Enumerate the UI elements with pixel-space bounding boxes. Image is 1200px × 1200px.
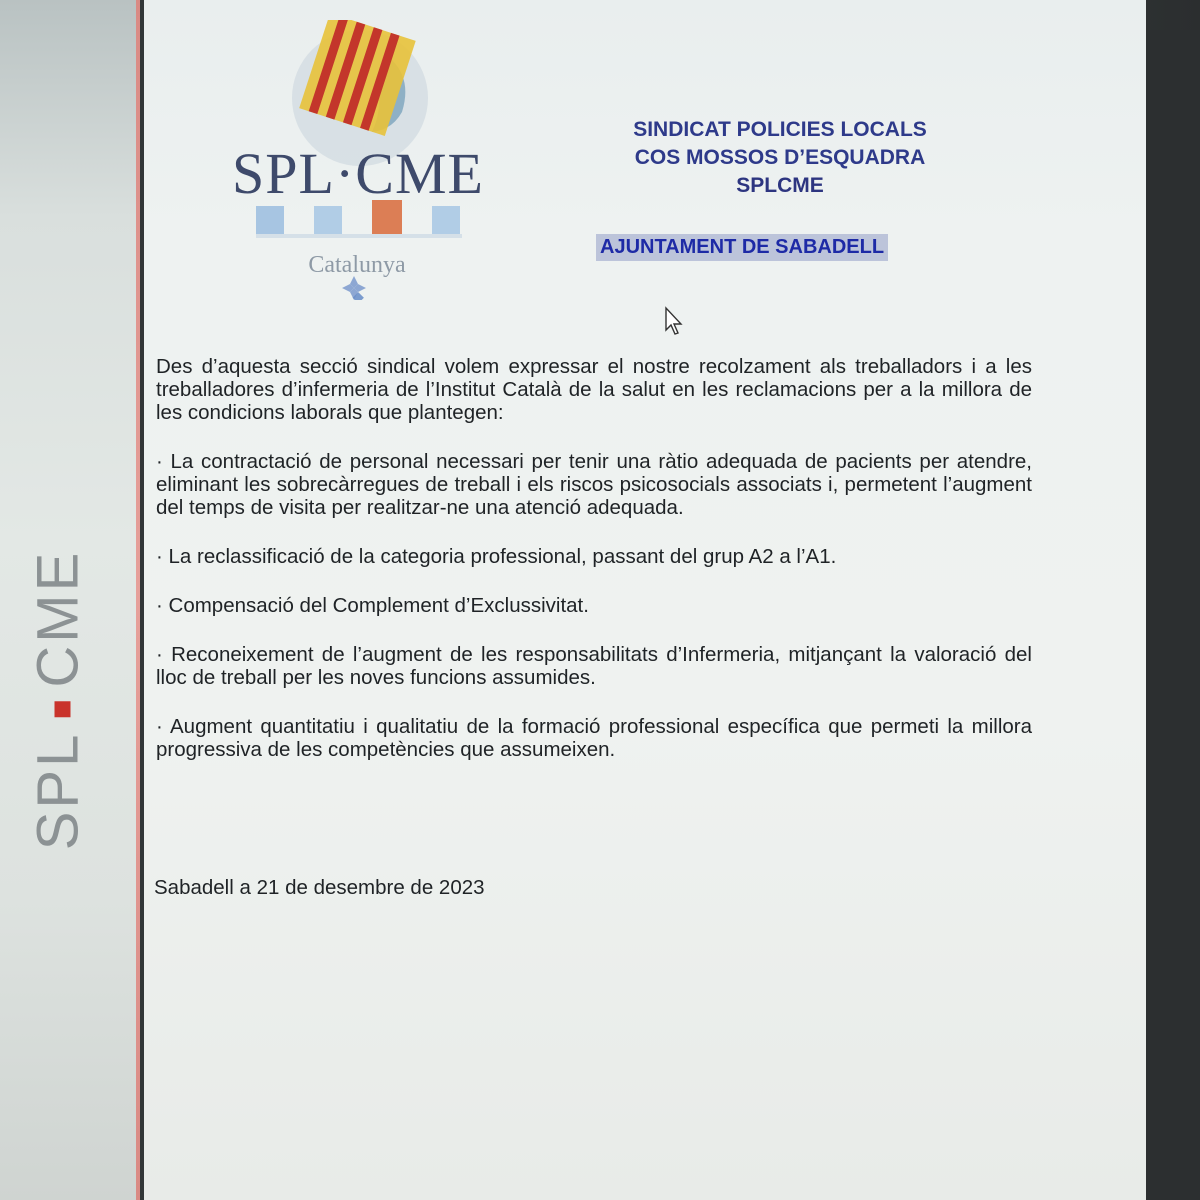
org-line-3: SPLCME	[736, 174, 824, 197]
monitor-bezel-right	[1146, 30, 1200, 1200]
side-panel-divider	[136, 0, 140, 1200]
logo-title: SPL·CME	[232, 141, 484, 206]
list-item: · Reconeixement de l’augment de les responsabilitats d’Infermeria, mitjançant la valoració del lloc de treball per les noves funcions assumides.	[156, 643, 1032, 689]
intro-paragraph: Des d’aquesta secció sindical volem expressar el nostre recolzament als treballadors i a les treballadores d’infermeria de l’Institut Català de la salut en les reclamacions per a la millora de les condicions laborals que plantegen:	[156, 355, 1032, 424]
side-watermark	[25, 550, 92, 851]
side-panel	[0, 0, 140, 1200]
side-watermark-left: SPL	[25, 731, 91, 851]
recipient-label: AJUNTAMENT DE SABADELL	[596, 234, 888, 261]
list-item: · Augment quantitatiu i qualitatiu de la formació professional específica que permeti la millora progressiva de les competències que assumeixen.	[156, 715, 1032, 761]
list-item: · La reclassificació de la categoria professional, passant del grup A2 a l’A1.	[156, 545, 837, 568]
list-item: · Compensació del Complement d’Exclussivitat.	[156, 594, 589, 617]
letter-body	[156, 355, 1032, 787]
mouse-pointer-icon	[664, 306, 684, 336]
signoff-date: Sabadell a 21 de desembre de 2023	[154, 876, 485, 899]
organisation-heading	[600, 116, 960, 200]
side-watermark-right: CME	[25, 549, 91, 688]
org-line-1: SINDICAT POLICIES LOCALS	[633, 118, 927, 141]
red-square-icon	[54, 702, 70, 718]
list-item: · La contractació de personal necessari per tenir una ràtio adequada de pacients per atendre, eliminant les sobrecàrregues de treball i els riscos psicosocials associats i, permetent l’augment del temps de visita per realitzar-ne una atenció adequada.	[156, 450, 1032, 519]
union-logo	[232, 20, 482, 300]
org-line-2: COS MOSSOS D’ESQUADRA	[634, 146, 926, 169]
logo-subtitle: Catalunya	[308, 252, 406, 278]
